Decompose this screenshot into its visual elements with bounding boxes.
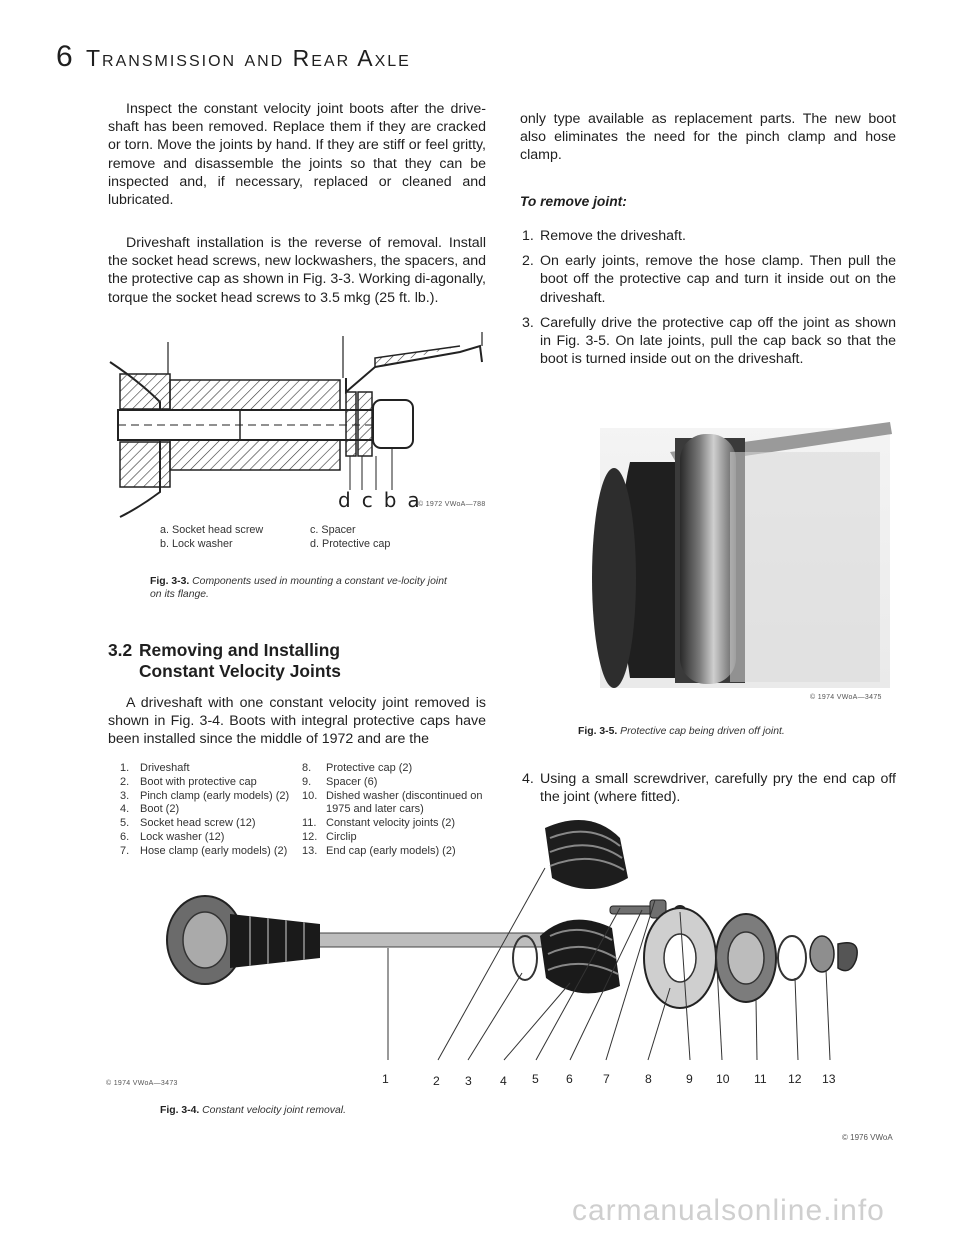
callout-12: 12 <box>788 1072 802 1086</box>
fig-3-5-reference: © 1974 VWoA—3475 <box>810 694 882 701</box>
section-title-line-2: Constant Velocity Joints <box>139 661 341 681</box>
fig-3-4-caption-label: Fig. 3-4. <box>160 1105 200 1116</box>
paragraph-driveshaft-joint-removed: A driveshaft with one constant velocity joint removed is shown in Fig. 3-4. Boots with integral protective caps have been installed since the middle of 1972 and are the <box>108 695 486 748</box>
legend-item: 11. Constant velocity joints (2) <box>302 817 455 830</box>
paragraph-driveshaft-installation: Driveshaft installation is the reverse of removal. Install the socket head screws, new lockwashers, the spacers, and the protective cap as shown in Fig. 3-3. Working di-agonally, torque the socket head screws to 3.5 mkg (25 ft. lb.). <box>108 235 486 306</box>
legend-item: 8. Protective cap (2) <box>302 762 413 774</box>
fig-3-3-legend-d: d. Protective cap <box>310 538 391 550</box>
fig-3-3-letters <box>338 488 431 512</box>
legend-item: 13. End cap (early models) (2) <box>302 844 456 857</box>
fig-3-3-letter-b: b <box>383 488 408 512</box>
fig-3-4-caption-text: Constant velocity joint removal. <box>202 1105 346 1116</box>
fig-3-5-caption-label: Fig. 3-5. <box>578 726 618 737</box>
legend-item: 4. Boot (2) <box>120 803 180 816</box>
fig-3-4-reference: © 1974 VWoA—3473 <box>106 1080 178 1087</box>
fig-3-5-photo <box>570 408 900 690</box>
fig-3-4-caption <box>160 1104 480 1117</box>
callout-11: 11 <box>754 1072 767 1086</box>
legend-item: 1. Driveshaft <box>120 762 190 774</box>
step-4: 4. Using a small screwdriver, carefully pry the end cap off the joint (where fitted). <box>522 771 896 806</box>
procedure-step-4 <box>516 770 896 813</box>
legend-item: 3. Pinch clamp (early models) (2) <box>120 789 290 802</box>
fig-3-3-letter-d: d <box>338 488 362 512</box>
chapter-title: Transmission and Rear Axle <box>86 45 411 71</box>
fig-3-3-caption <box>150 575 450 601</box>
callout-1: 1 <box>382 1072 389 1086</box>
callout-13: 13 <box>822 1072 836 1086</box>
fig-3-3-letter-c: c <box>361 488 384 512</box>
legend-item: 6. Lock washer (12) <box>120 830 225 843</box>
page-number: 6 <box>56 40 74 73</box>
callout-3: 3 <box>465 1074 472 1088</box>
callout-5: 5 <box>532 1072 539 1086</box>
fig-3-5-caption <box>578 725 878 738</box>
fig-3-3-reference: © 1972 VWoA—788 <box>418 501 486 508</box>
fig-3-3-caption-text: Components used in mounting a constant ve-locity joint on its flange. <box>150 576 447 600</box>
fig-3-3-legend-c: c. Spacer <box>310 524 356 536</box>
fig-3-3-legend-a: a. Socket head screw <box>160 524 264 536</box>
paragraph-replacement-boot: only type available as replacement parts. The new boot also eliminates the need for the pinch clamp and hose clamp. <box>520 111 896 164</box>
step-2: 2. On early joints, remove the hose clamp. Then pull the boot off the protective cap and turn it inside out on the driveshaft. <box>522 253 896 306</box>
fig-3-3-caption-label: Fig. 3-3. <box>150 576 190 587</box>
callout-2: 2 <box>433 1074 440 1088</box>
procedure-steps <box>516 227 896 375</box>
legend-item: 9. Spacer (6) <box>302 775 378 788</box>
callout-4: 4 <box>500 1074 507 1088</box>
paragraph-inspect-boots: Inspect the constant velocity joint boots after the drive-shaft has been removed. Replace them if they are cracked or torn. Move the joints by hand. If they are stiff or feel gritty, remove and disassemble the joints so that they can be inspected and, if necessary, replaced or cleaned and lubricated. <box>108 101 486 209</box>
fig-3-4-exploded-view <box>150 808 870 1070</box>
legend-item: 10. Dished washer (discontinued on 1975 and later cars) <box>302 789 483 816</box>
section-title-line-1: Removing and Installing <box>139 640 340 660</box>
legend-item: 2. Boot with protective cap <box>120 775 257 788</box>
footer-copyright: © 1976 VWoA <box>842 1133 893 1142</box>
fig-3-3-drawing <box>100 322 500 522</box>
callout-6: 6 <box>566 1072 573 1086</box>
step-3: 3. Carefully drive the protective cap off the joint as shown in Fig. 3-5. On late joints, pull the cap back so that the boot is turned inside out on the driveshaft. <box>522 314 896 368</box>
legend-item: 7. Hose clamp (early models) (2) <box>120 844 288 857</box>
callout-10: 10 <box>716 1072 730 1086</box>
procedure-title: To remove joint: <box>520 194 627 209</box>
watermark: carmanualsonline.info <box>572 1194 885 1227</box>
callout-7: 7 <box>603 1072 610 1086</box>
callout-8: 8 <box>645 1072 652 1086</box>
fig-3-3-letter-a: a <box>407 488 431 512</box>
fig-3-5-caption-text: Protective cap being driven off joint. <box>620 726 785 737</box>
legend-item: 12. Circlip <box>302 830 357 843</box>
legend-item: 5. Socket head screw (12) <box>120 817 256 830</box>
callout-9: 9 <box>686 1072 693 1086</box>
step-1: 1. Remove the driveshaft. <box>522 228 686 244</box>
fig-3-3-legend-b: b. Lock washer <box>160 538 233 550</box>
section-number: 3.2 <box>108 640 133 660</box>
